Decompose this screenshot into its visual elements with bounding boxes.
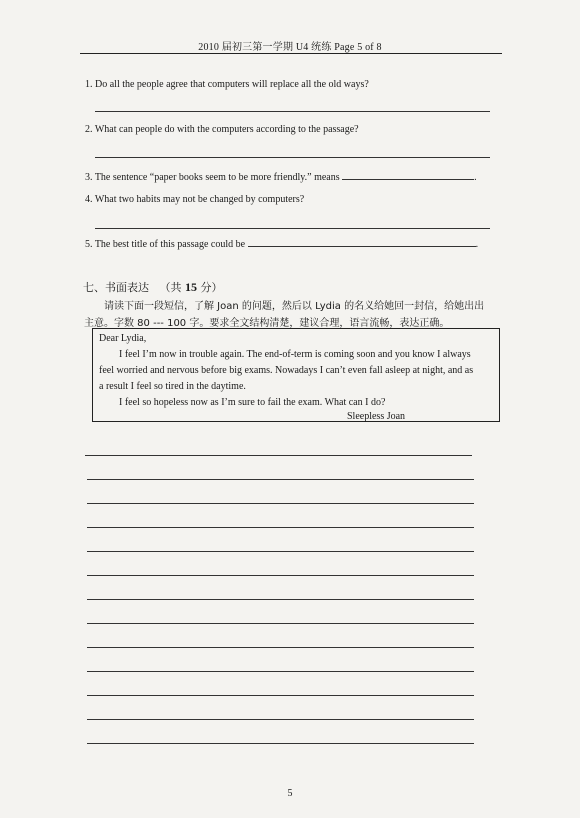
header-rule (80, 53, 502, 54)
question-3 (85, 172, 477, 183)
letter-line-2: feel worried and nervous before big exams. Nowadays I can’t even fall asleep at night, and as (99, 365, 474, 376)
answer-blank-3[interactable] (342, 178, 474, 180)
question-2: 2. What can people do with the computers according to the passage? (85, 124, 359, 135)
question-4: 4. What two habits may not be changed by computers? (85, 194, 305, 205)
letter-line-3: a result I feel so tired in the daytime. (99, 381, 246, 392)
writing-line[interactable] (87, 695, 474, 696)
writing-line[interactable] (85, 455, 472, 456)
writing-line[interactable] (87, 599, 474, 600)
writing-line[interactable] (87, 479, 474, 480)
question-5-end: . (475, 239, 479, 250)
letter-box (92, 328, 500, 422)
writing-line[interactable] (87, 503, 474, 504)
answer-blank-5[interactable] (248, 245, 476, 247)
answer-line-4[interactable] (95, 228, 490, 229)
letter-line-1: I feel I’m now in trouble again. The end-of-term is coming soon and you know I always (119, 349, 471, 360)
question-1: 1. Do all the people agree that computers will replace all the old ways? (85, 79, 369, 90)
question-5-text: 5. The best title of this passage could be (85, 239, 246, 250)
page-number: 5 (287, 788, 293, 799)
score-value: 15 (185, 280, 197, 294)
writing-line[interactable] (87, 719, 474, 720)
writing-line[interactable] (87, 623, 474, 624)
writing-section-title (83, 279, 223, 295)
score-suffix: 分） (197, 281, 223, 294)
letter-line-4: I feel so hopeless now as I’m sure to fail the exam. What can I do? (119, 397, 386, 408)
instruction-line-2: 主意。字数 80 --- 100 字。要求全文结构清楚，建议合理，语言流畅，表达正确。 (84, 318, 450, 329)
writing-line[interactable] (87, 575, 474, 576)
writing-line[interactable] (87, 671, 474, 672)
section-number: 七、书面表达 (83, 281, 149, 294)
letter-signature: Sleepless Joan (347, 411, 406, 422)
writing-line[interactable] (87, 647, 474, 648)
answer-line-1[interactable] (95, 111, 490, 112)
writing-line[interactable] (87, 527, 474, 528)
question-3-text: 3. The sentence “paper books seem to be more friendly.” means (85, 172, 340, 183)
question-5 (85, 239, 478, 250)
writing-line[interactable] (87, 743, 474, 744)
letter-salutation: Dear Lydia, (99, 333, 147, 344)
writing-line[interactable] (87, 551, 474, 552)
score-prefix: （共 (159, 281, 185, 294)
answer-line-2[interactable] (95, 157, 490, 158)
question-3-end: . (474, 172, 477, 183)
page-header: 2010 届初三第一学期 U4 统练 Page 5 of 8 (198, 42, 382, 53)
instruction-line-1: 请读下面一段短信，了解 Joan 的问题，然后以 Lydia 的名义给她回一封信，给她出出 (84, 301, 485, 312)
